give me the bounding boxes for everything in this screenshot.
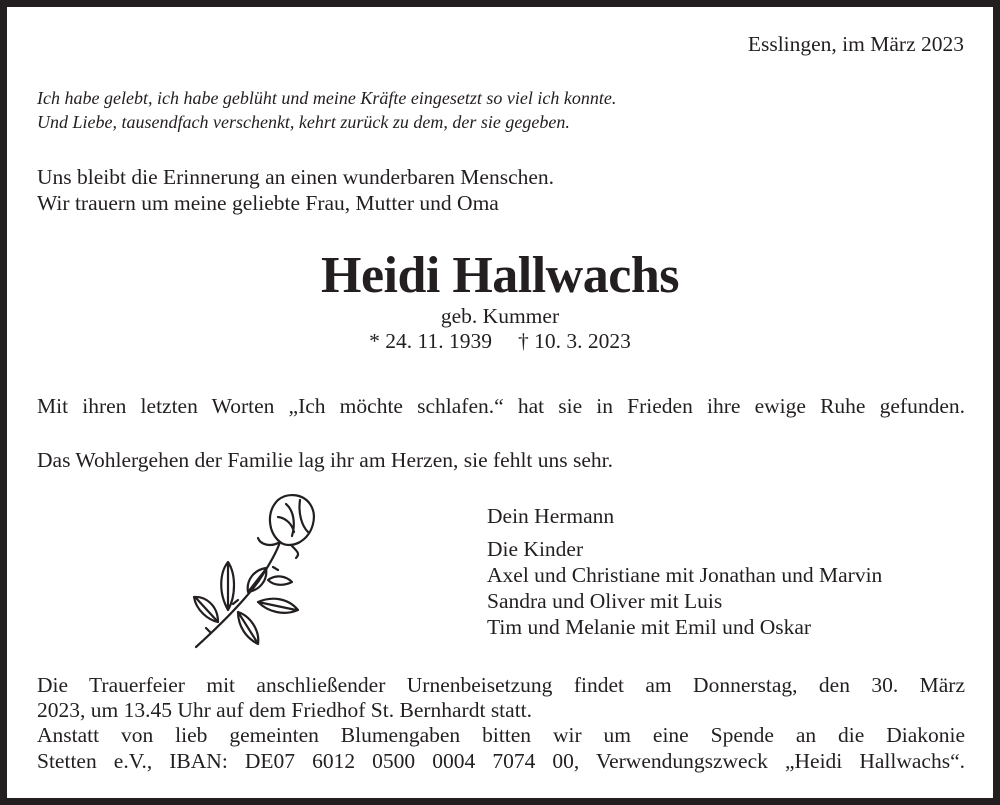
poem-line: Und Liebe, tausendfach verschenkt, kehrt zurück zu dem, der sie gegeben. (37, 112, 570, 132)
mourner-family: Sandra und Oliver mit Luis (487, 589, 723, 613)
deceased-name: Heidi Hallwachs (321, 247, 679, 304)
life-dates (0, 328, 1000, 354)
mourner-spouse: Dein Hermann (487, 504, 615, 528)
donation-line: Anstatt von lieb gemeinten Blumengaben bitten wir um eine Spende an die Diakonie (37, 723, 965, 747)
donation-line: Stetten e.V., IBAN: DE07 6012 0500 0004 7074 00, Verwendungszweck „Heidi Hallwachs“. (37, 749, 965, 773)
death-date: † 10. 3. 2023 (517, 329, 631, 353)
mourner-family: Axel und Christiane mit Jonathan und Marvin (487, 563, 883, 587)
mourner-family: Tim und Melanie mit Emil und Oskar (487, 615, 812, 639)
children-heading: Die Kinder (487, 537, 584, 561)
place-date: Esslingen, im März 2023 (747, 32, 964, 56)
maiden-name: geb. Kummer (440, 304, 560, 328)
family-note: Das Wohlergehen der Familie lag ihr am Herzen, sie fehlt uns sehr. (37, 448, 614, 472)
birth-date: * 24. 11. 1939 (369, 329, 492, 353)
poem-line: Ich habe gelebt, ich habe geblüht und meine Kräfte eingesetzt so viel ich konnte. (37, 88, 617, 108)
intro-line: Wir trauern um meine geliebte Frau, Mutter und Oma (37, 191, 499, 215)
funeral-line: 2023, um 13.45 Uhr auf dem Friedhof St. Bernhardt statt. (37, 698, 533, 722)
last-words: Mit ihren letzten Worten „Ich möchte schlafen.“ hat sie in Frieden ihre ewige Ruhe gefunden. (37, 394, 965, 418)
rose-icon (188, 492, 323, 652)
funeral-line: Die Trauerfeier mit anschließender Urnenbeisetzung findet am Donnerstag, den 30. März (37, 673, 965, 697)
intro-line: Uns bleibt die Erinnerung an einen wunderbaren Menschen. (37, 165, 555, 189)
